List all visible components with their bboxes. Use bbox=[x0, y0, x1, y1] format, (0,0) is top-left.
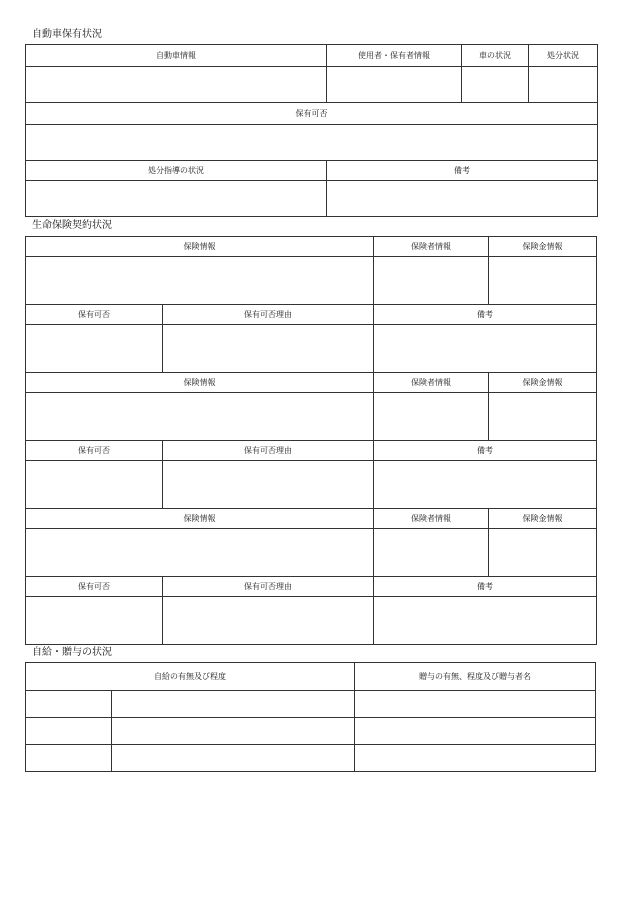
insurance-remarks-header: 備考 bbox=[374, 441, 597, 461]
insurance-remarks-header: 備考 bbox=[374, 305, 597, 325]
disposal-status-field[interactable] bbox=[529, 67, 598, 103]
retention-reason-header: 保有可否理由 bbox=[163, 441, 374, 461]
benefit-info-header: 保険金情報 bbox=[489, 237, 597, 257]
life-insurance-table bbox=[25, 236, 597, 645]
car-remarks-header: 備考 bbox=[327, 161, 598, 181]
insurance-remarks-header: 備考 bbox=[374, 577, 597, 597]
retention-reason-header: 保有可否理由 bbox=[163, 577, 374, 597]
benefit-info-header: 保険金情報 bbox=[489, 509, 597, 529]
insurance-retention-field[interactable] bbox=[26, 597, 163, 645]
insured-info-header: 保険者情報 bbox=[374, 373, 489, 393]
vehicle-info-field[interactable] bbox=[26, 67, 327, 103]
insurance-info-field[interactable] bbox=[26, 393, 374, 441]
gift-detail-field[interactable] bbox=[355, 691, 596, 718]
self-gift-section-title: 自給・贈与の状況 bbox=[32, 647, 112, 658]
insured-info-field[interactable] bbox=[374, 529, 489, 577]
gift-detail-field[interactable] bbox=[355, 745, 596, 772]
car-retention-field[interactable] bbox=[26, 125, 598, 161]
insurance-info-header: 保険情報 bbox=[26, 509, 374, 529]
user-owner-info-field[interactable] bbox=[327, 67, 462, 103]
self-supply-detail-field[interactable] bbox=[112, 718, 355, 745]
disposal-guidance-header: 処分指導の状況 bbox=[26, 161, 327, 181]
insured-info-header: 保険者情報 bbox=[374, 237, 489, 257]
self-supply-label-field[interactable] bbox=[26, 745, 112, 772]
insurance-info-header: 保険情報 bbox=[26, 237, 374, 257]
gift-detail-field[interactable] bbox=[355, 718, 596, 745]
car-retention-header: 保有可否 bbox=[26, 103, 598, 125]
disposal-guidance-field[interactable] bbox=[26, 181, 327, 217]
self-supply-detail-field[interactable] bbox=[112, 691, 355, 718]
insurance-retention-header: 保有可否 bbox=[26, 577, 163, 597]
life-insurance-section-title: 生命保険契約状況 bbox=[32, 220, 112, 231]
benefit-info-field[interactable] bbox=[489, 257, 597, 305]
insured-info-header: 保険者情報 bbox=[374, 509, 489, 529]
retention-reason-field[interactable] bbox=[163, 461, 374, 509]
car-condition-header: 車の状況 bbox=[462, 45, 529, 67]
retention-reason-field[interactable] bbox=[163, 325, 374, 373]
insured-info-field[interactable] bbox=[374, 393, 489, 441]
insurance-retention-header: 保有可否 bbox=[26, 441, 163, 461]
user-owner-info-header: 使用者・保有者情報 bbox=[327, 45, 462, 67]
benefit-info-field[interactable] bbox=[489, 529, 597, 577]
self-supply-header: 自給の有無及び程度 bbox=[26, 663, 355, 691]
self-supply-label-field[interactable] bbox=[26, 718, 112, 745]
insurance-retention-header: 保有可否 bbox=[26, 305, 163, 325]
insurance-retention-field[interactable] bbox=[26, 325, 163, 373]
insurance-info-header: 保険情報 bbox=[26, 373, 374, 393]
car-ownership-table bbox=[25, 44, 598, 217]
retention-reason-header: 保有可否理由 bbox=[163, 305, 374, 325]
self-supply-label-field[interactable] bbox=[26, 691, 112, 718]
insured-info-field[interactable] bbox=[374, 257, 489, 305]
self-supply-detail-field[interactable] bbox=[112, 745, 355, 772]
insurance-remarks-field[interactable] bbox=[374, 597, 597, 645]
benefit-info-field[interactable] bbox=[489, 393, 597, 441]
vehicle-info-header: 自動車情報 bbox=[26, 45, 327, 67]
self-supply-gift-table bbox=[25, 662, 596, 772]
insurance-info-field[interactable] bbox=[26, 257, 374, 305]
insurance-remarks-field[interactable] bbox=[374, 325, 597, 373]
gift-header: 贈与の有無、程度及び贈与者名 bbox=[355, 663, 596, 691]
insurance-retention-field[interactable] bbox=[26, 461, 163, 509]
retention-reason-field[interactable] bbox=[163, 597, 374, 645]
benefit-info-header: 保険金情報 bbox=[489, 373, 597, 393]
insurance-remarks-field[interactable] bbox=[374, 461, 597, 509]
disposal-status-header: 処分状況 bbox=[529, 45, 598, 67]
car-remarks-field[interactable] bbox=[327, 181, 598, 217]
car-condition-field[interactable] bbox=[462, 67, 529, 103]
car-section-title: 自動車保有状況 bbox=[32, 29, 102, 40]
insurance-info-field[interactable] bbox=[26, 529, 374, 577]
